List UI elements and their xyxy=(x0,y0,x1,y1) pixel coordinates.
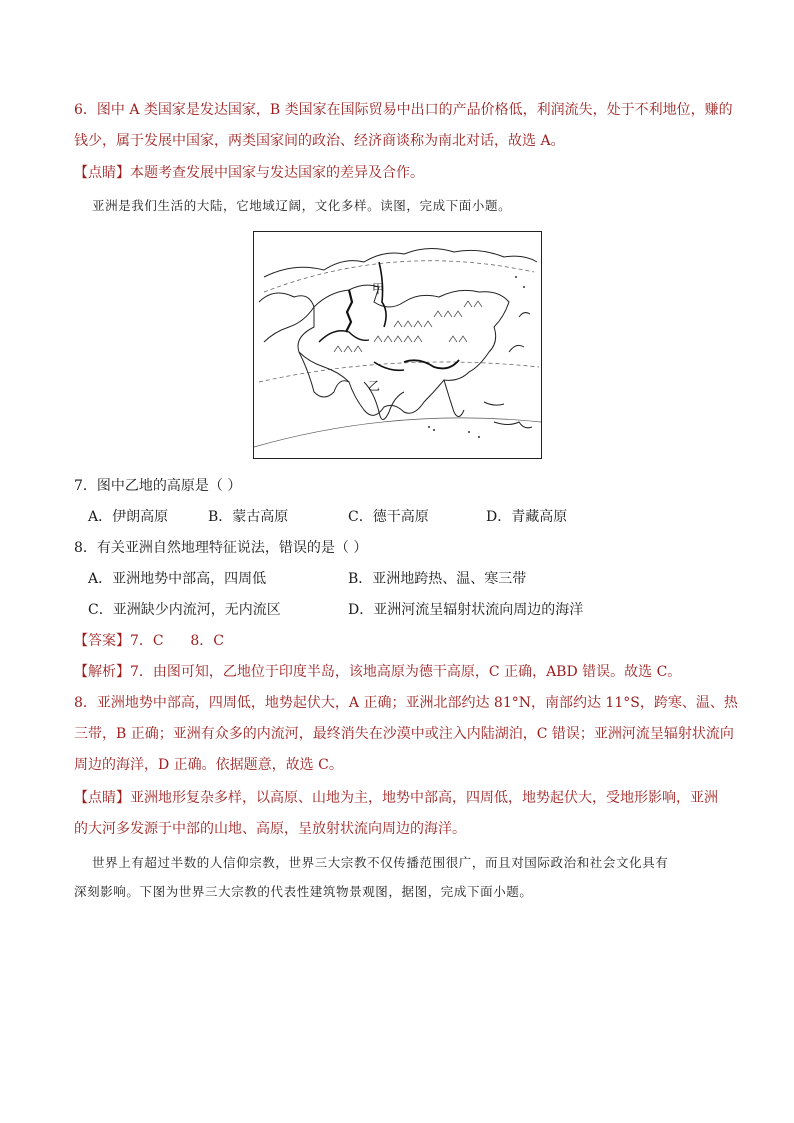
point2-line2: 的大河多发源于中部的山地、高原，呈放射状流向周边的海洋。 xyxy=(74,821,466,837)
q8-option-c: C．亚洲缺少内流河，无内流区 xyxy=(88,602,281,618)
point-text: 本题考查发展中国家与发达国家的差异及合作。 xyxy=(130,165,424,181)
analysis-line3: 三带，B 正确；亚洲有众多的内流河，最终消失在沙漠中或注入内陆湖泊，C 错误；亚洲河流呈辐射状流向 xyxy=(74,726,734,742)
point-tag: 【点睛】 xyxy=(74,165,130,181)
point-note-1 xyxy=(74,163,424,183)
analysis-text-1: 7．由图可知，乙地位于印度半岛，该地高原为德干高原，C 正确，ABD 错误。故选 C。 xyxy=(130,664,682,680)
q6-explanation-line2: 钱少，属于发展中国家，两类国家间的政治、经济商谈称为南北对话，故选 A。 xyxy=(74,133,565,149)
q7-option-c: C．德干高原 xyxy=(348,509,429,525)
map-label-yi: 乙 xyxy=(368,379,381,393)
analysis-line2: 8．亚洲地势中部高，四周低，地势起伏大，A 正确；亚洲北部约达 81°N，南部约达 11°S，跨寒、温、热 xyxy=(74,695,738,711)
q8-option-d: D．亚洲河流呈辐射状流向周边的海洋 xyxy=(348,602,584,618)
intro-asia: 亚洲是我们生活的大陆，它地域辽阔，文化多样。读图，完成下面小题。 xyxy=(92,198,512,213)
q6-explanation-line1: 6．图中 A 类国家是发达国家，B 类国家在国际贸易中出口的产品价格低，利润流失，处于不利地位，赚的 xyxy=(74,102,733,118)
intro-religion-line2: 深刻影响。下图为世界三大宗教的代表性建筑物景观图，据图，完成下面小题。 xyxy=(74,884,533,899)
q8-option-b: B．亚洲地跨热、温、寒三带 xyxy=(348,571,527,587)
q7-stem: 7．图中乙地的高原是（ ） xyxy=(74,478,242,494)
q7-option-b: B．蒙古高原 xyxy=(208,509,289,525)
point-note-2 xyxy=(74,788,718,808)
q7-option-a: A．伊朗高原 xyxy=(88,509,169,525)
asia-map-drawing xyxy=(254,232,541,458)
point2-tag: 【点睛】 xyxy=(74,790,130,806)
point2-text-1: 亚洲地形复杂多样，以高原、山地为主，地势中部高，四周低，地势起伏大，受地形影响，亚洲 xyxy=(130,790,718,806)
analysis-tag: 【解析】 xyxy=(74,664,130,680)
answer-line xyxy=(74,631,224,651)
map-label-jia: 甲 xyxy=(372,282,385,296)
answer-tag: 【答案】 xyxy=(74,633,130,649)
q8-option-a: A．亚洲地势中部高，四周低 xyxy=(88,571,267,587)
analysis-line4: 周边的海洋，D 正确。依据题意，故选 C。 xyxy=(74,757,343,773)
q8-stem: 8．有关亚洲自然地理特征说法，错误的是（ ） xyxy=(74,540,368,556)
asia-map xyxy=(253,231,542,459)
analysis-line1 xyxy=(74,662,681,682)
q7-option-d: D．青藏高原 xyxy=(486,509,568,525)
answer-text: 7．C 8．C xyxy=(130,633,224,649)
intro-religion-line1: 世界上有超过半数的人信仰宗教，世界三大宗教不仅传播范围很广，而且对国际政治和社会文化具有 xyxy=(92,855,669,870)
